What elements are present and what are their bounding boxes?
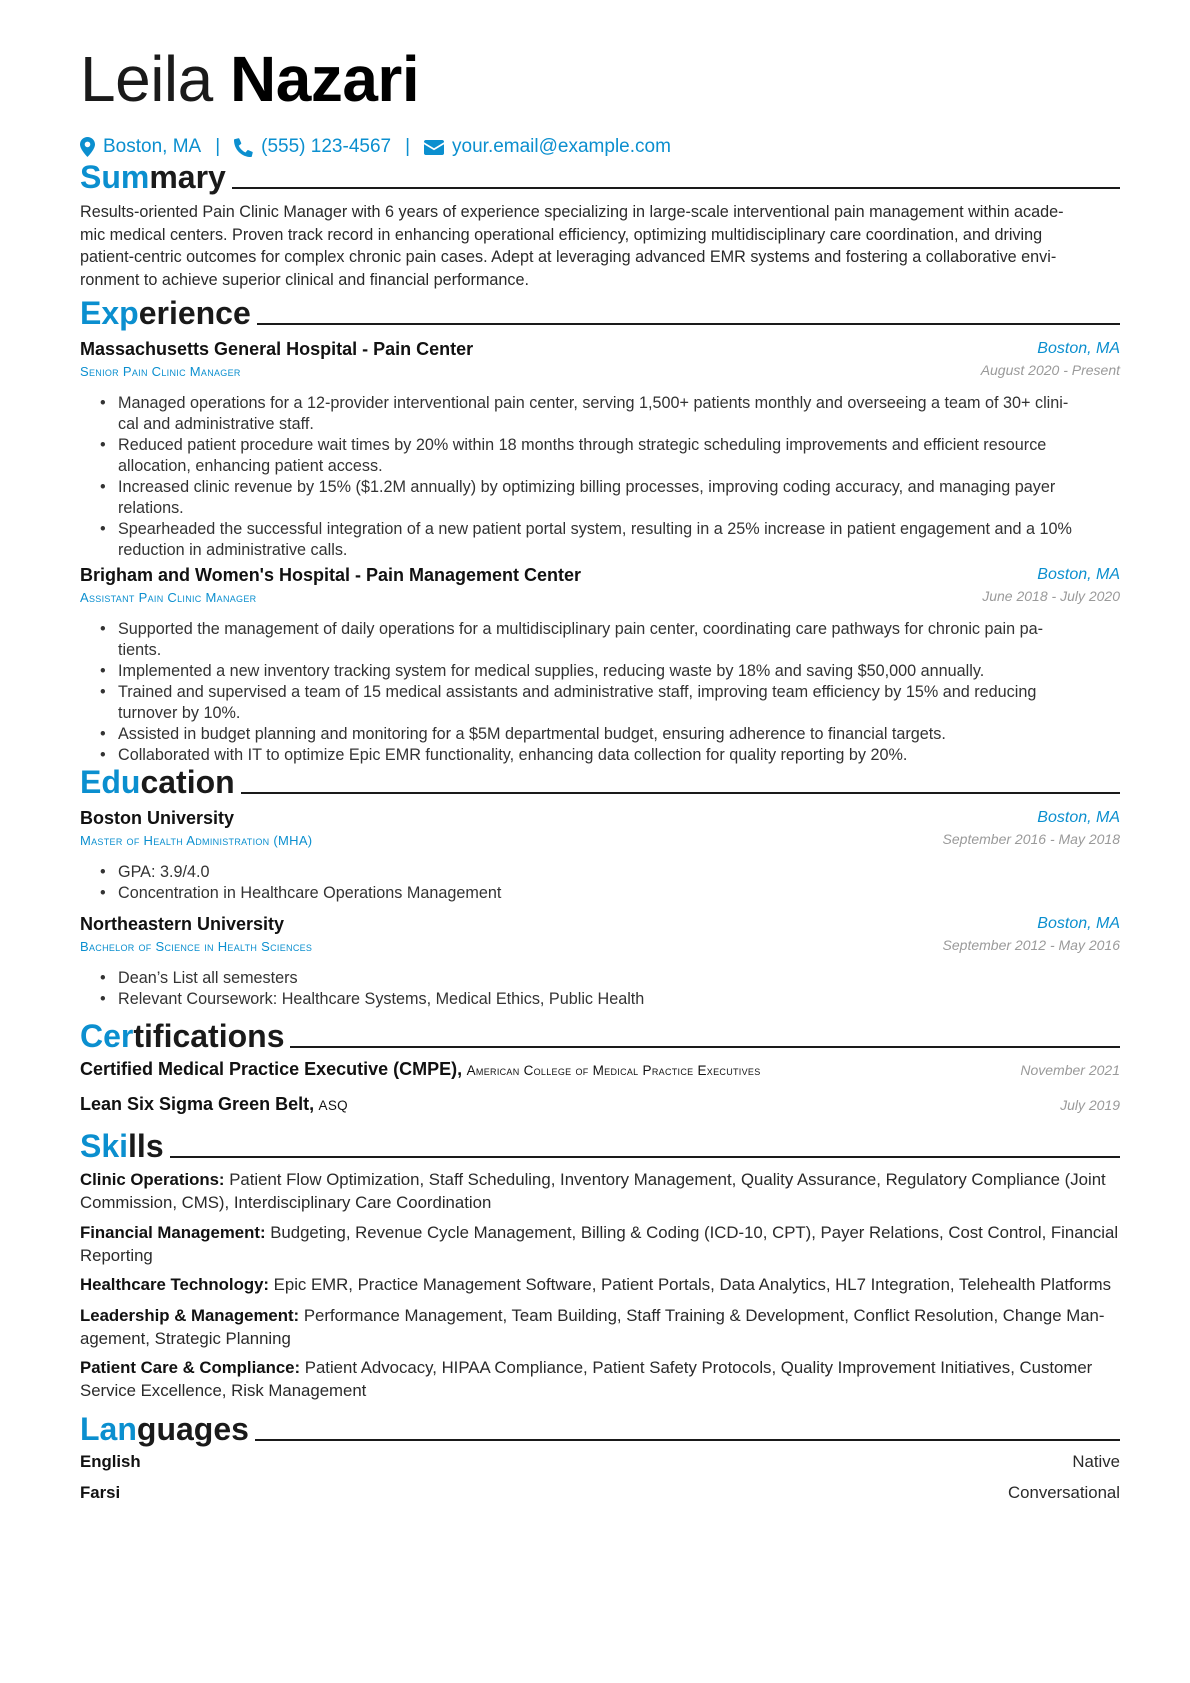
section-title: Languages [80, 1411, 249, 1447]
certification-name: Certified Medical Practice Executive (CMPE) [80, 1059, 458, 1079]
section-title: Summary [80, 159, 226, 195]
section-rule [232, 187, 1120, 189]
envelope-icon [424, 140, 444, 155]
list-item: • Supported the management of daily operations for a multidisciplinary pain center, coordinating care pathways for chronic pain pa- tients. [80, 619, 1120, 661]
list-item: • Concentration in Healthcare Operations Management [80, 883, 1120, 904]
school-name: Northeastern University [80, 914, 285, 934]
email-link[interactable]: your.email@example.com [452, 136, 671, 157]
candidate-name [80, 44, 419, 114]
certification-row: Certified Medical Practice Executive (CMPE), American College of Medical Practice Executives November 2021 [80, 1059, 1120, 1079]
phone-icon [234, 138, 253, 157]
section-title: Skills [80, 1128, 164, 1164]
section-title: Experience [80, 295, 251, 331]
job-dates: June 2018 - July 2020 [982, 588, 1120, 604]
skill-group: Financial Management: Budgeting, Revenue Cycle Management, Billing & Coding (ICD-10, CPT), Payer Relations, Cost Control, Financial Reporting [80, 1223, 1119, 1265]
school-location: Boston, MA [1037, 915, 1120, 932]
section-header [80, 1125, 1120, 1165]
contact-separator: | [405, 136, 411, 157]
certification-date: July 2019 [1060, 1097, 1120, 1113]
list-item: • Collaborated with IT to optimize Epic EMR functionality, enhancing data collection for quality reporting by 20%. [80, 745, 1120, 766]
section-rule [241, 792, 1120, 794]
education-bullets [80, 862, 1120, 904]
phone-text: (555) 123-4567 [261, 136, 392, 157]
school-name: Boston University [80, 808, 235, 828]
contact-location [80, 136, 201, 158]
location-text: Boston, MA [103, 136, 202, 157]
section-rule [290, 1046, 1120, 1048]
list-item: • Reduced patient procedure wait times by 20% within 18 months through strategic scheduling improvements and efficient resource allocation, enhancing patient access. [80, 435, 1120, 477]
language-name: Farsi [80, 1483, 121, 1502]
list-item: • Managed operations for a 12-provider interventional pain center, serving 1,500+ patients monthly and overseeing a team of 30+ clini- cal and administrative staff. [80, 393, 1120, 435]
job-bullets [80, 619, 1120, 766]
skill-label: Patient Care & Compliance: [80, 1358, 301, 1377]
section-header [80, 1408, 1120, 1448]
skill-label: Healthcare Technology: [80, 1275, 269, 1294]
certification-name: Lean Six Sigma Green Belt [80, 1094, 310, 1114]
list-item: • Spearheaded the successful integration of a new patient portal system, resulting in a 25% increase in patient engagement and a 10% reduction in administrative calls. [80, 519, 1120, 561]
skill-group: Clinic Operations: Patient Flow Optimization, Staff Scheduling, Inventory Management, Quality Assurance, Regulatory Compliance (Joint Commission, CMS), Interdisciplinary Care Coordination [80, 1170, 1106, 1212]
list-item: • Assisted in budget planning and monitoring for a $5M departmental budget, ensuring adherence to financial targets. [80, 724, 1120, 745]
school-location: Boston, MA [1037, 809, 1120, 826]
certification-row: Lean Six Sigma Green Belt, ASQ July 2019 [80, 1094, 1120, 1114]
list-item: • Increased clinic revenue by 15% ($1.2M annually) by optimizing billing processes, improving coding accuracy, and managing payer relations. [80, 477, 1120, 519]
section-title: Certifications [80, 1018, 285, 1054]
education-bullets [80, 968, 1120, 1010]
education-dates: September 2016 - May 2018 [942, 831, 1120, 847]
skill-label: Financial Management: [80, 1223, 266, 1242]
summary-text: Results-oriented Pain Clinic Manager with 6 years of experience specializing in large-scale interventional pain management within acade- mic medical centers. Proven track record in enhancing operational efficiency, optimizing multidisciplinary care coordination, and driving patient-centric outcomes for complex chronic pain cases. Adept at leveraging advanced EMR systems and fostering a collaborative envi- ronment to achieve superior clinical and financial performance. [80, 203, 1064, 289]
skill-group: Patient Care & Compliance: Patient Advocacy, HIPAA Compliance, Patient Safety Protocols, Quality Improvement Initiatives, Customer Service Excellence, Risk Management [80, 1358, 1093, 1400]
degree-name: Master of Health Administration (MHA) [80, 833, 313, 848]
contact-phone[interactable] [234, 136, 391, 158]
section-header [80, 1015, 1120, 1055]
job-bullets [80, 393, 1120, 561]
section-title: Education [80, 764, 235, 800]
list-item: • Relevant Coursework: Healthcare Systems, Medical Ethics, Public Health [80, 989, 1120, 1010]
list-item: • GPA: 3.9/4.0 [80, 862, 1120, 883]
last-name: Nazari [230, 43, 420, 115]
section-header [80, 292, 1120, 332]
job-dates: August 2020 - Present [980, 362, 1120, 378]
contact-separator: | [215, 136, 221, 157]
first-name: Leila [80, 43, 213, 115]
language-level: Conversational [1008, 1483, 1120, 1502]
job-location: Boston, MA [1037, 566, 1120, 583]
employer-name: Brigham and Women's Hospital - Pain Management Center [80, 565, 582, 585]
language-row [80, 1452, 1120, 1476]
certification-issuer: American College of Medical Practice Executives [466, 1063, 761, 1078]
list-item: • Dean’s List all semesters [80, 968, 1120, 989]
job-location: Boston, MA [1037, 340, 1120, 357]
certification-issuer: ASQ [318, 1098, 348, 1113]
skill-group: Leadership & Management: Performance Management, Team Building, Staff Training & Development, Conflict Resolution, Change Man- agement, Strategic Planning [80, 1306, 1105, 1348]
certification-date: November 2021 [1020, 1062, 1120, 1078]
skill-label: Leadership & Management: [80, 1306, 300, 1325]
section-header [80, 761, 1120, 801]
section-rule [255, 1439, 1120, 1441]
employer-name: Massachusetts General Hospital - Pain Center [80, 339, 474, 359]
map-pin-icon [80, 137, 95, 157]
list-item: • Trained and supervised a team of 15 medical assistants and administrative staff, improving team efficiency by 15% and reducing turnover by 10%. [80, 682, 1120, 724]
skill-group: Healthcare Technology: Epic EMR, Practice Management Software, Patient Portals, Data Analytics, HL7 Integration, Telehealth Platforms [80, 1275, 1111, 1294]
section-rule [170, 1156, 1120, 1158]
degree-name: Bachelor of Science in Health Sciences [80, 939, 313, 954]
skill-label: Clinic Operations: [80, 1170, 225, 1189]
job-title: Assistant Pain Clinic Manager [80, 590, 257, 605]
language-name: English [80, 1452, 141, 1471]
section-rule [257, 323, 1120, 325]
language-row [80, 1483, 1120, 1507]
job-title: Senior Pain Clinic Manager [80, 364, 241, 379]
list-item: • Implemented a new inventory tracking system for medical supplies, reducing waste by 18% and saving $50,000 annually. [80, 661, 1120, 682]
contact-email[interactable] [424, 136, 671, 158]
section-header [80, 156, 1120, 196]
education-dates: September 2012 - May 2016 [942, 937, 1120, 953]
language-level: Native [1072, 1452, 1120, 1471]
